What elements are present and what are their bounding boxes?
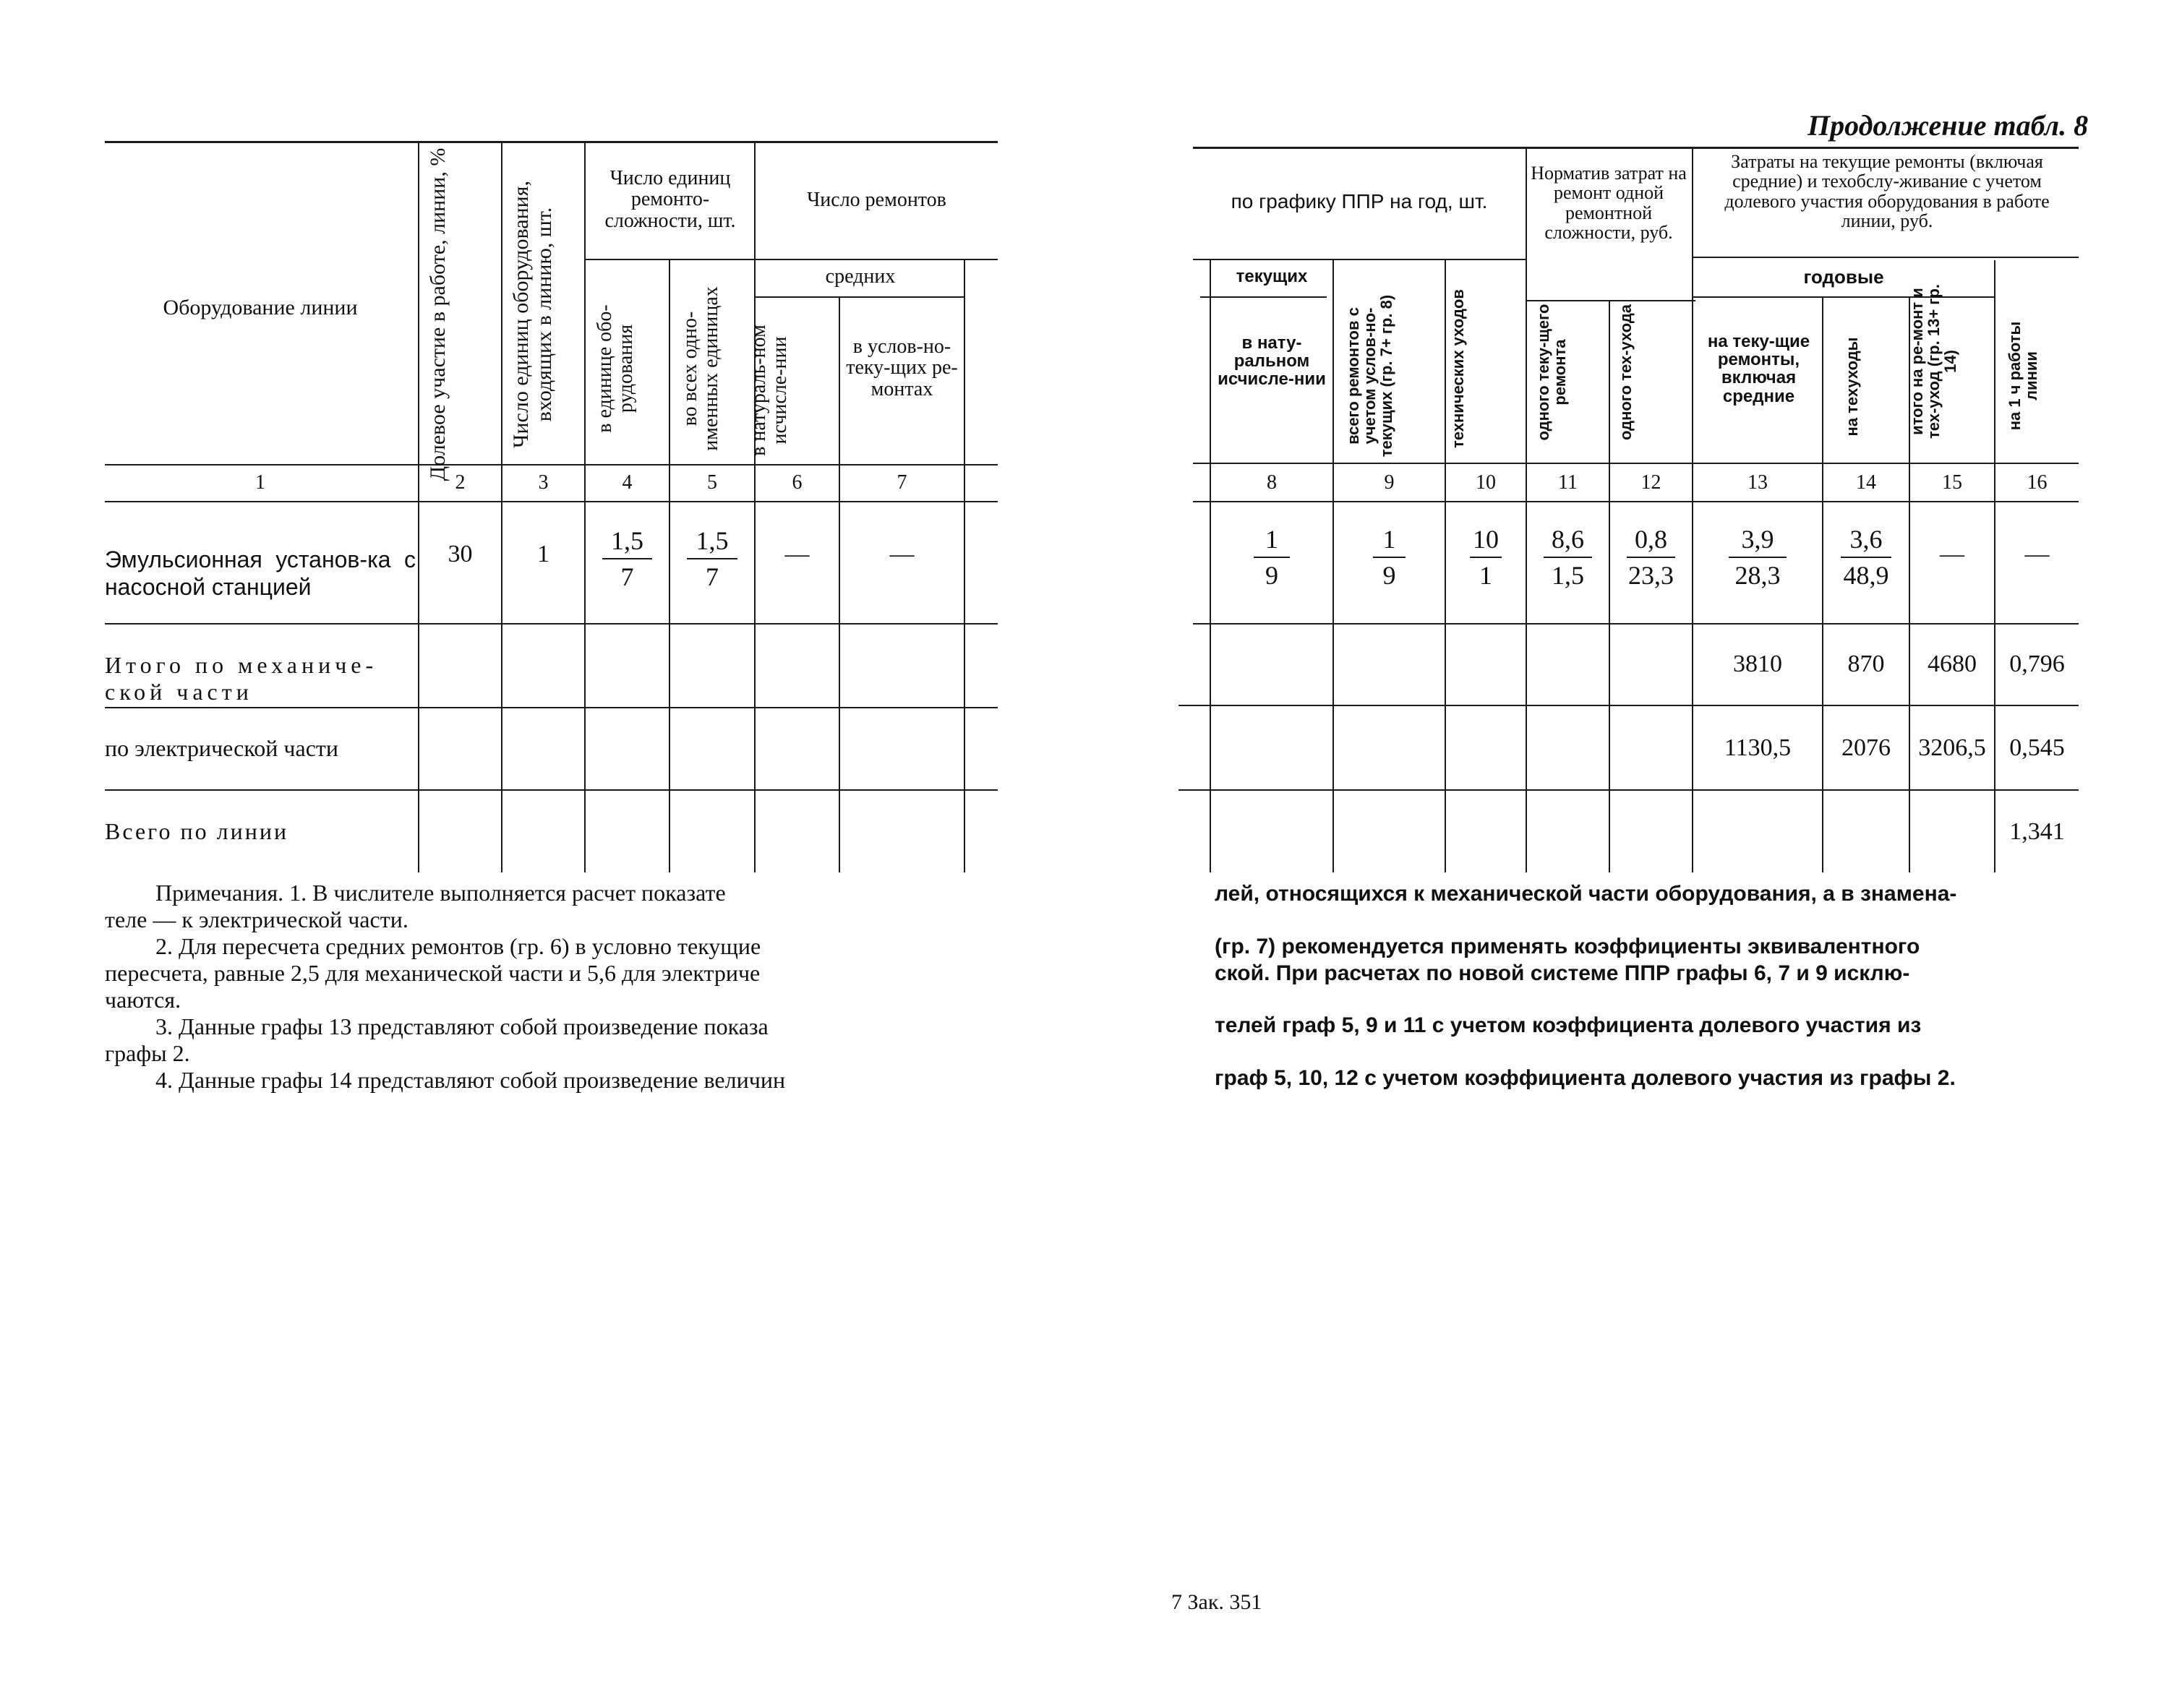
note-3a: 3. Данные графы 13 представляют собой произведение показа	[155, 1013, 769, 1039]
header-on-tech: на техуходы	[1843, 337, 1861, 437]
row-emulsion-c13: 3,9 28,3	[1693, 526, 1822, 588]
note-r2: (гр. 7) рекомендуется применять коэффициенты эквивалентного	[1215, 935, 1920, 958]
row-emulsion-c14: 3,6 48,9	[1823, 526, 1909, 588]
header-equipment: Оборудование линии	[163, 296, 358, 319]
col-number: 2	[455, 471, 466, 494]
row-mech-c16: 0,796	[2009, 651, 2065, 677]
header-conditional: в услов-но-теку-щих ре-монтах	[846, 335, 958, 400]
note-4a: 4. Данные графы 14 представляют собой произведение величин	[155, 1067, 786, 1093]
header-on-repairs: на теку-щие ремонты, включая средние	[1707, 332, 1810, 406]
header-all-units: во всех одно-именных единицах	[679, 286, 723, 451]
note-1b: теле — к электрической части.	[105, 906, 408, 932]
row-emulsion-c6: —	[784, 541, 810, 567]
row-mech-c14: 870	[1847, 651, 1885, 677]
row-emulsion-c10: 10 1	[1446, 526, 1526, 588]
col-number: 13	[1747, 471, 1768, 494]
row-emulsion-c12: 0,8 23,3	[1610, 526, 1692, 588]
col-number: 11	[1558, 471, 1578, 494]
continuation-title: Продолжение табл. 8	[1808, 109, 2089, 142]
header-natural: в натураль-ном исчисле-нии	[748, 325, 792, 456]
row-total-c16: 1,341	[2009, 818, 2065, 845]
row-elec-c15: 3206,5	[1918, 734, 1986, 761]
header-total-right: итого на ре-монт и тех-уход (гр. 13+ гр. 14)	[1908, 284, 1960, 439]
row-total-label: Всего по линии	[105, 818, 289, 844]
row-emulsion-c11: 8,6 1,5	[1527, 526, 1609, 588]
row-elec-c14: 2076	[1841, 734, 1891, 761]
row-mech-c13: 3810	[1733, 651, 1782, 677]
note-r5: граф 5, 10, 12 с учетом коэффициента долевого участия из графы 2.	[1215, 1066, 1956, 1090]
row-mech-label: Итого по механиче-ской части	[105, 652, 378, 705]
row-elec-label: по электрической части	[105, 735, 339, 761]
col-number: 10	[1476, 471, 1496, 494]
note-2a: 2. Для пересчета средних ремонтов (гр. 6) в условно текущие	[155, 933, 761, 959]
col-number: 6	[792, 471, 803, 494]
page-footer: 7 Зак. 351	[1171, 1590, 1262, 1614]
header-per-hour: на 1 ч работы линии	[2006, 321, 2041, 431]
header-costs: Затраты на текущие ремонты (включая средние) и техобслу-живание с учетом долевого участия оборудования в работе линии, руб.	[1724, 151, 2050, 231]
row-emulsion-share: 30	[448, 541, 473, 567]
note-2b: пересчета, равные 2,5 для механической части и 5,6 для электриче	[105, 960, 761, 986]
header-norm: Норматив затрат на ремонт одной ремонтной сложности, руб.	[1531, 163, 1687, 243]
header-ppr: по графику ППР на год, шт.	[1231, 190, 1488, 213]
col-number: 14	[1856, 471, 1876, 494]
note-2c: чаются.	[105, 987, 181, 1013]
row-emulsion-c4: 1,5 7	[586, 528, 669, 590]
col-number: 9	[1384, 471, 1395, 494]
header-one-repair: одного теку-щего ремонта	[1534, 304, 1570, 441]
note-r1: лей, относящихся к механической части оборудования, а в знамена-	[1215, 882, 1957, 906]
col-number: 1	[255, 471, 265, 494]
row-emulsion-c7: —	[889, 541, 915, 567]
header-annual: годовые	[1803, 266, 1884, 288]
header-repairs-group: Число ремонтов	[807, 189, 946, 211]
header-units-count: Число единиц оборудования, входящих в линию, шт.	[509, 181, 556, 448]
row-mech-c15: 4680	[1928, 651, 1977, 677]
note-r4: телей граф 5, 9 и 11 с учетом коэффициента долевого участия из	[1215, 1013, 1922, 1037]
col-number: 16	[2027, 471, 2048, 494]
header-one-tech: одного тех-ухода	[1617, 304, 1635, 441]
header-tech: технических уходов	[1449, 289, 1467, 448]
row-emulsion-units: 1	[537, 541, 549, 567]
header-complexity-group: Число единиц ремонто-сложности, шт.	[604, 167, 736, 232]
col-number: 5	[707, 471, 717, 494]
row-emulsion-c15: —	[1940, 541, 1964, 567]
header-medium: средних	[825, 265, 896, 288]
row-emulsion-c16: —	[2024, 541, 2050, 567]
row-emulsion-name: Эмульсионная установ-ка с насосной станцией	[105, 546, 416, 601]
note-1a: Примечания. 1. В числителе выполняется расчет показате	[155, 880, 726, 906]
row-emulsion-c9: 1 9	[1334, 526, 1445, 588]
note-3b: графы 2.	[105, 1040, 190, 1066]
header-all-repairs: всего ремонтов с учетом услов-но-текущих (гр. 7+ гр. 8)	[1344, 294, 1396, 458]
row-elec-c13: 1130,5	[1724, 734, 1792, 761]
col-number: 4	[622, 471, 633, 494]
header-share: Долевое участие в работе, линии, %	[426, 147, 450, 481]
col-number: 7	[897, 471, 907, 494]
row-elec-c16: 0,545	[2009, 734, 2065, 761]
row-emulsion-c5: 1,5 7	[670, 528, 754, 590]
col-number: 12	[1640, 471, 1661, 494]
col-number: 15	[1942, 471, 1962, 494]
row-emulsion-c8: 1 9	[1211, 526, 1332, 588]
header-natural-right: в нату-ральном исчисле-нии	[1218, 333, 1326, 390]
header-per-unit: в единице обо-рудования	[594, 304, 638, 433]
col-number: 8	[1267, 471, 1277, 494]
note-r3: ской. При расчетах по новой системе ППР графы 6, 7 и 9 исклю-	[1215, 961, 1910, 985]
header-current: текущих	[1236, 267, 1308, 286]
col-number: 3	[538, 471, 549, 494]
